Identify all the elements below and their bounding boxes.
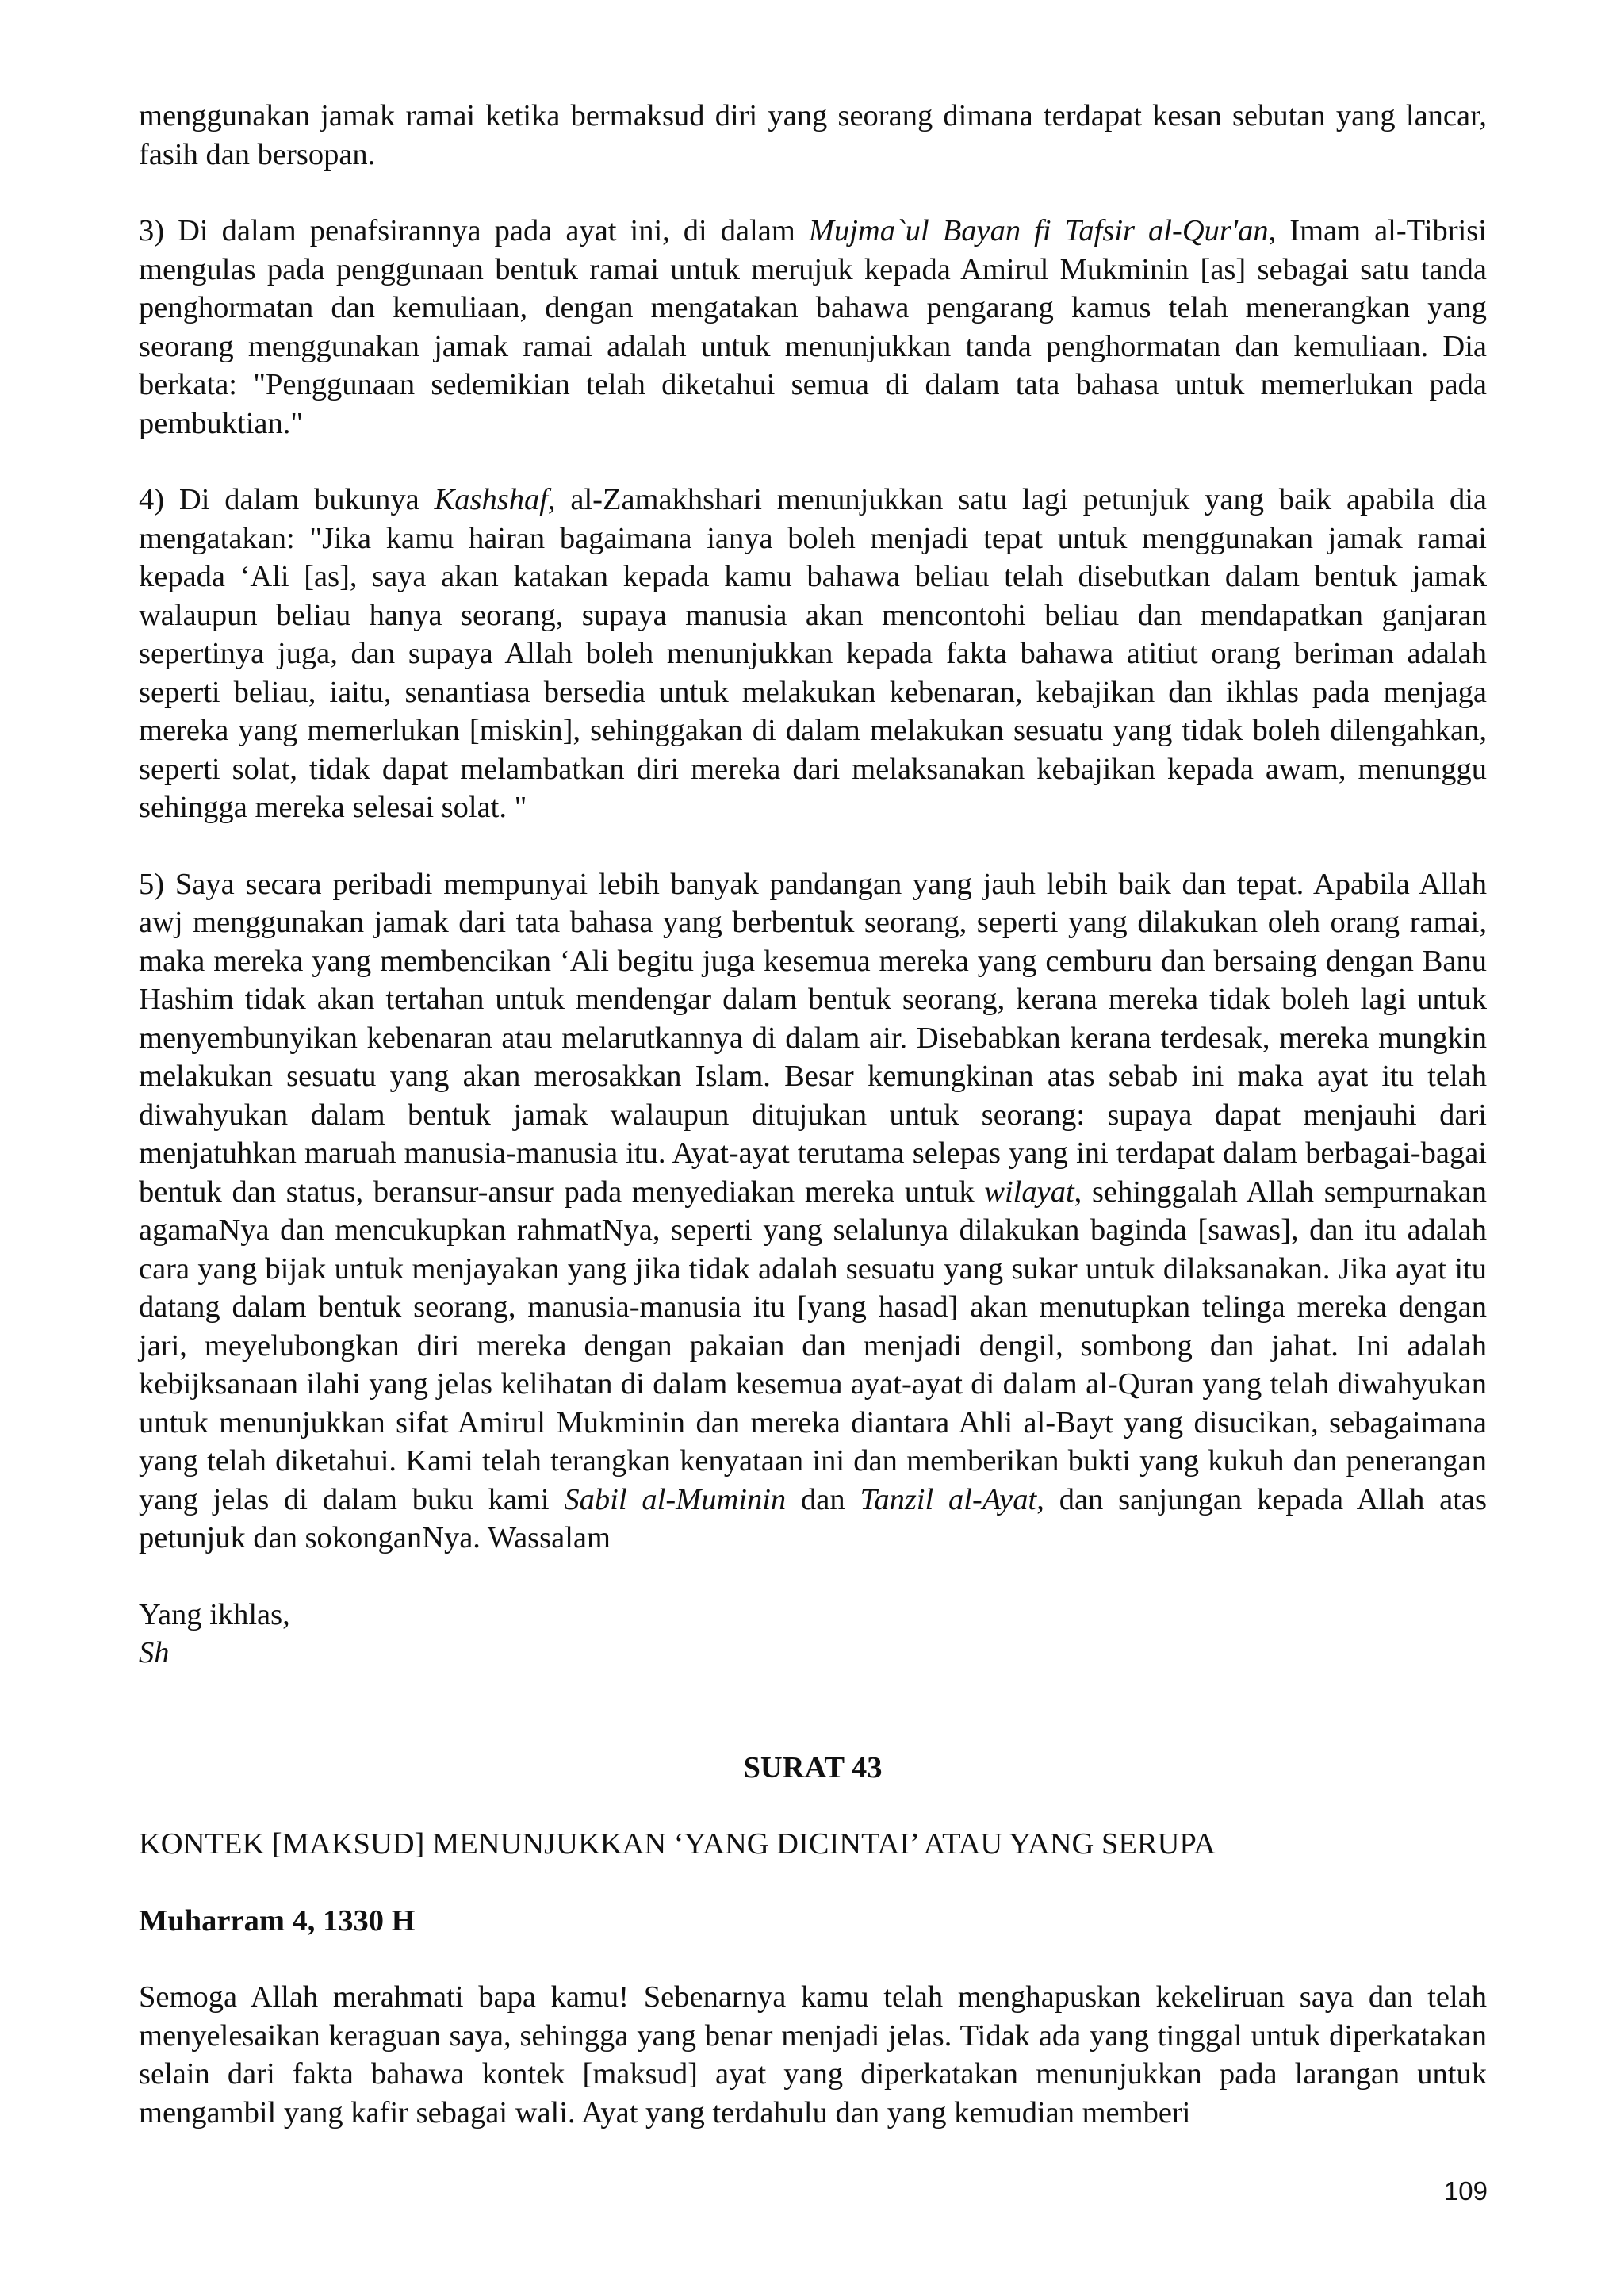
paragraph-4: [139, 481, 1487, 827]
signature-text: Sh: [139, 1636, 170, 1669]
paragraph-5-text-1: 5) Saya secara peribadi mempunyai lebih banyak pandangan yang jauh lebih baik dan tepat. Apabila Allah awj menggunakan jamak dari tata bahasa yang berbentuk seorang, seperti yang dilakukan oleh orang ramai, maka mereka yang membencikan ‘Ali begitu juga kesemua mereka yang cemburu dan bersaing dengan Banu Hashim tidak akan tertahan untuk mendengar dalam bentuk seorang, kerana mereka tidak boleh lagi untuk menyembunyikan kebenaran atau melarutkannya di dalam air. Disebabkan kerana terdesak, mereka mungkin melakukan sesuatu yang akan merosakkan Islam. Besar kemungkinan atas sebab ini maka ayat itu telah diwahyukan dalam bentuk jamak walaupun ditujukan untuk seorang: supaya dapat menjauhi dari menjatuhkan maruah manusia-manusia itu. Ayat-ayat terutama selepas yang ini terdapat dalam berbagai-bagai bentuk dan status, beransur-ansur pada menyediakan mereka untuk: [139, 867, 1487, 1209]
section-subtitle: KONTEK [MAKSUD] MENUNJUKKAN ‘YANG DICINTAI’ ATAU YANG SERUPA: [139, 1827, 1216, 1861]
paragraph-4-text-2: , al-Zamakhshari menunjukkan satu lagi petunjuk yang baik apabila dia mengatakan: "Jika kamu hairan bagaimana ianya boleh menjadi tepat untuk menggunakan jamak ramai kepada ‘Ali [as], saya akan katakan kepada kamu bahawa beliau telah disebutkan dalam bentuk jamak walaupun beliau hanya seorang, supaya manusia akan mencontohi beliau dan mendapatkan ganjaran sepertinya juga, dan supaya Allah boleh menunjukkan kepada fakta bahawa atitiut orang beriman adalah seperti beliau, iaitu, senantiasa bersedia untuk melakukan kebenaran, kebajikan dan ikhlas pada menjaga mereka yang memerlukan [miskin], sehinggakan di dalam melakukan sesuatu yang tidak boleh dilengahkan, seperti solat, tidak dapat melambatkan diri mereka dari melaksanakan kebajikan kepada awam, menunggu sehingga mereka selesai solat. ": [139, 483, 1488, 824]
paragraph-3-text-1: 3) Di dalam penafsirannya pada ayat ini, di dalam: [139, 214, 809, 247]
book-title-kashshaf: Kashshaf: [434, 483, 548, 516]
closing-line: Yang ikhlas,: [139, 1597, 290, 1631]
book-title-mujmaul-bayan: Mujma`ul Bayan fi Tafsir al-Qur'an: [808, 214, 1269, 247]
paragraph-4-text-1: 4) Di dalam bukunya: [139, 483, 435, 516]
book-title-tanzil-al-ayat: Tanzil al-Ayat: [860, 1482, 1037, 1516]
paragraph-3: [139, 212, 1487, 443]
term-wilayat: wilayat: [984, 1175, 1074, 1209]
paragraph-5: [139, 865, 1487, 1558]
date-heading: Muharram 4, 1330 H: [139, 1903, 416, 1938]
paragraph-3-text-2: , Imam al-Tibrisi mengulas pada penggunaan bentuk ramai untuk merujuk kepada Amirul Mukminin [as] sebagai satu tanda penghormatan dan kemuliaan, dengan mengatakan bahawa pengarang kamus telah menerangkan yang seorang menggunakan jamak ramai adalah untuk menunjukkan tanda penghormatan dan kemuliaan. Dia berkata: "Penggunaan sedemikian telah diketahui semua di dalam tata bahasa untuk memerlukan pada pembuktian.": [139, 214, 1487, 440]
paragraph-intro: menggunakan jamak ramai ketika bermaksud diri yang seorang dimana terdapat kesan sebutan yang lancar, fasih dan bersopan.: [139, 99, 1487, 171]
section-title: SURAT 43: [743, 1750, 883, 1784]
document-page: [139, 97, 1487, 2132]
paragraph-5-text-3: dan: [786, 1482, 860, 1516]
paragraph-5-text-4: , dan sanjungan kepada Allah atas petunjuk dan sokonganNya. Wassalam: [139, 1482, 1488, 1554]
book-title-sabil-al-muminin: Sabil al-Muminin: [564, 1482, 787, 1516]
page-number: 109: [1443, 2176, 1488, 2206]
paragraph-5-text-2: , sehinggalah Allah sempurnakan agamaNya dan mencukupkan rahmatNya, seperti yang selalunya dilakukan baginda [sawas], dan itu adalah cara yang bijak untuk menjayakan yang jika tidak adalah sesuatu yang sukar untuk dilaksanakan. Jika ayat itu datang dalam bentuk seorang, manusia-manusia itu [yang hasad] akan menutupkan telinga mereka dengan jari, meyelubongkan diri mereka dengan pakaian dan menjadi dengil, sombong dan jahat. Ini adalah kebijksanaan ilahi yang jelas kelihatan di dalam kesemua ayat-ayat di dalam al-Quran yang telah diwahyukan untuk menunjukkan sifat Amirul Mukminin dan mereka diantara Ahli al-Bayt yang disucikan, sebagaimana yang telah diketahui. Kami telah terangkan kenyataan ini dan memberikan bukti yang kukuh dan penerangan yang jelas di dalam buku kami: [139, 1175, 1487, 1516]
signature: [139, 1634, 1487, 1673]
paragraph-last: Semoga Allah merahmati bapa kamu! Sebenarnya kamu telah menghapuskan kekeliruan saya dan telah menyelesaikan keraguan saya, sehingga yang benar menjadi jelas. Tidak ada yang tinggal untuk diperkatakan selain dari fakta bahawa kontek [maksud] ayat yang diperkatakan menunjukkan pada larangan untuk mengambil yang kafir sebagai wali. Ayat yang terdahulu dan yang kemudian memberi: [139, 1980, 1487, 2129]
